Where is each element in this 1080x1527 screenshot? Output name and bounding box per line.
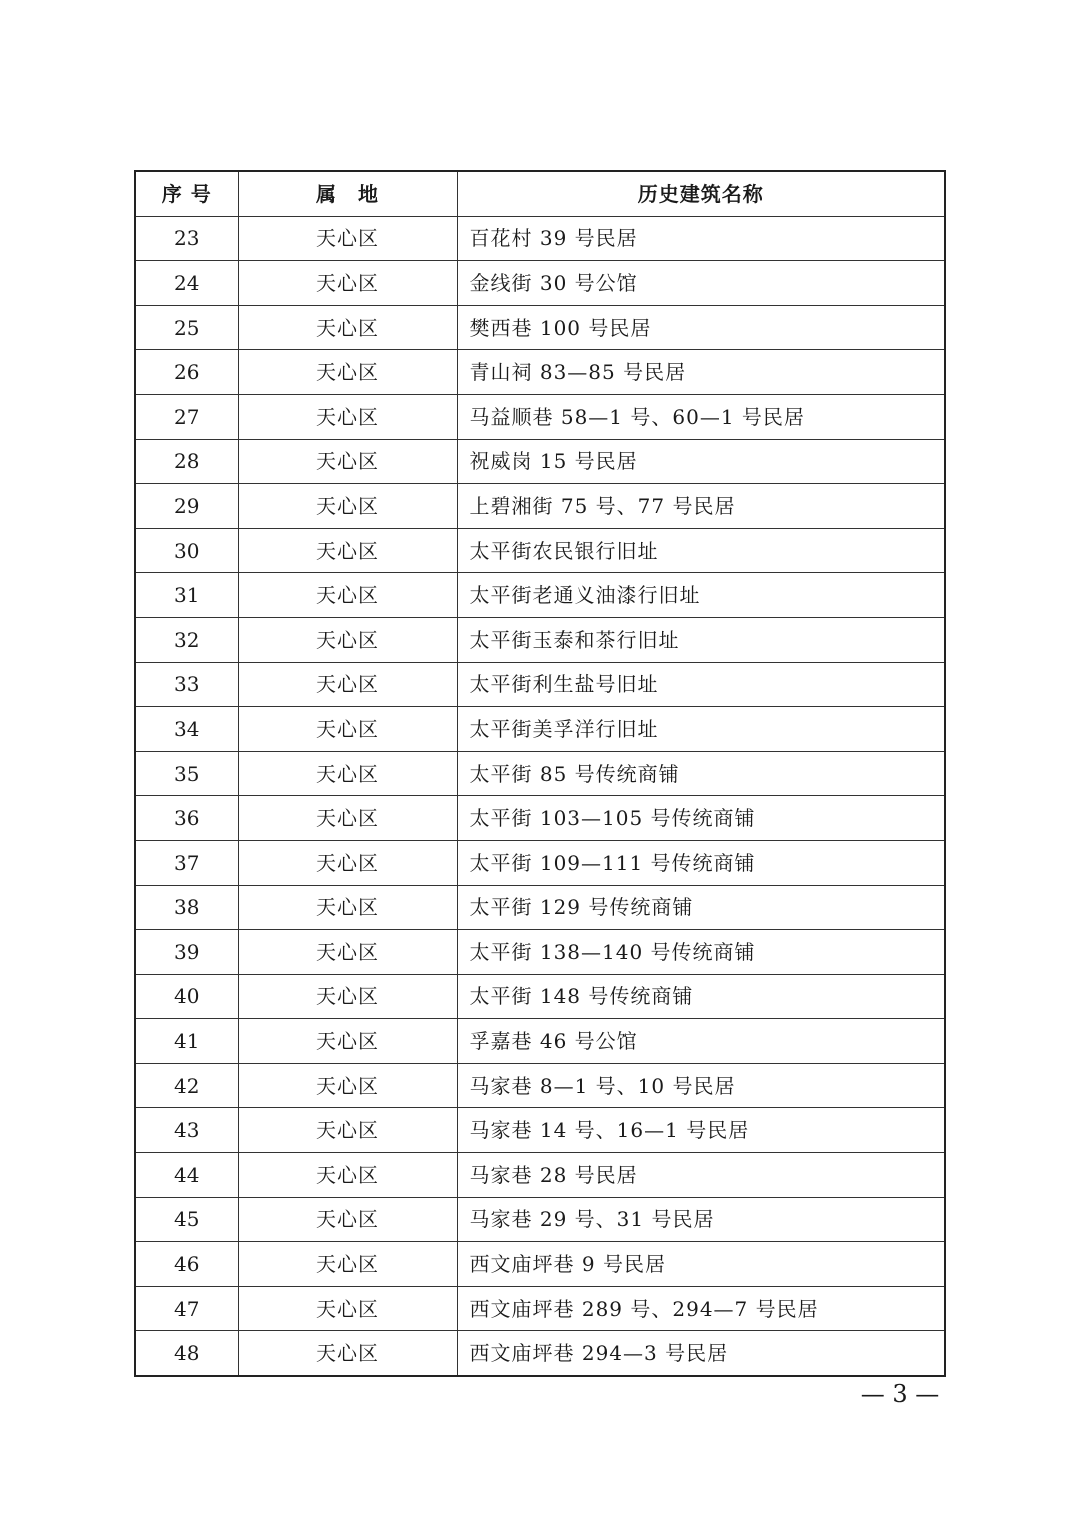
cell-serial-number: 42 xyxy=(135,1063,238,1108)
cell-district: 天心区 xyxy=(238,350,457,395)
cell-district: 天心区 xyxy=(238,261,457,306)
cell-serial-number: 32 xyxy=(135,617,238,662)
cell-district: 天心区 xyxy=(238,484,457,529)
cell-building-name: 樊西巷 100 号民居 xyxy=(457,305,945,350)
cell-building-name: 马益顺巷 58—1 号、60—1 号民居 xyxy=(457,394,945,439)
header-district: 属 地 xyxy=(238,171,457,216)
table-body xyxy=(135,216,945,1376)
cell-district: 天心区 xyxy=(238,1153,457,1198)
table-row xyxy=(135,350,945,395)
cell-district: 天心区 xyxy=(238,974,457,1019)
historic-buildings-table xyxy=(134,170,946,1377)
cell-serial-number: 35 xyxy=(135,751,238,796)
cell-building-name: 太平街农民银行旧址 xyxy=(457,528,945,573)
table-row xyxy=(135,930,945,975)
cell-serial-number: 40 xyxy=(135,974,238,1019)
table-header-row xyxy=(135,171,945,216)
table-row xyxy=(135,1197,945,1242)
cell-building-name: 太平街利生盐号旧址 xyxy=(457,662,945,707)
cell-building-name: 孚嘉巷 46 号公馆 xyxy=(457,1019,945,1064)
cell-district: 天心区 xyxy=(238,1197,457,1242)
cell-serial-number: 31 xyxy=(135,573,238,618)
cell-serial-number: 45 xyxy=(135,1197,238,1242)
cell-district: 天心区 xyxy=(238,707,457,752)
cell-building-name: 马家巷 28 号民居 xyxy=(457,1153,945,1198)
table-row xyxy=(135,1063,945,1108)
cell-building-name: 马家巷 29 号、31 号民居 xyxy=(457,1197,945,1242)
cell-serial-number: 28 xyxy=(135,439,238,484)
table-row xyxy=(135,1286,945,1331)
cell-district: 天心区 xyxy=(238,439,457,484)
cell-building-name: 太平街老通义油漆行旧址 xyxy=(457,573,945,618)
table-row xyxy=(135,439,945,484)
cell-serial-number: 33 xyxy=(135,662,238,707)
cell-building-name: 青山祠 83—85 号民居 xyxy=(457,350,945,395)
cell-serial-number: 43 xyxy=(135,1108,238,1153)
cell-building-name: 马家巷 8—1 号、10 号民居 xyxy=(457,1063,945,1108)
table-row xyxy=(135,1242,945,1287)
table-row xyxy=(135,216,945,261)
cell-district: 天心区 xyxy=(238,1331,457,1376)
cell-district: 天心区 xyxy=(238,796,457,841)
table-row xyxy=(135,796,945,841)
table-row xyxy=(135,305,945,350)
cell-building-name: 西文庙坪巷 289 号、294—7 号民居 xyxy=(457,1286,945,1331)
table-row xyxy=(135,394,945,439)
cell-district: 天心区 xyxy=(238,885,457,930)
table-row xyxy=(135,528,945,573)
cell-district: 天心区 xyxy=(238,840,457,885)
cell-building-name: 祝威岗 15 号民居 xyxy=(457,439,945,484)
cell-building-name: 太平街美孚洋行旧址 xyxy=(457,707,945,752)
cell-building-name: 太平街 85 号传统商铺 xyxy=(457,751,945,796)
cell-building-name: 太平街玉泰和茶行旧址 xyxy=(457,617,945,662)
cell-district: 天心区 xyxy=(238,1063,457,1108)
cell-district: 天心区 xyxy=(238,930,457,975)
cell-serial-number: 44 xyxy=(135,1153,238,1198)
cell-serial-number: 27 xyxy=(135,394,238,439)
cell-district: 天心区 xyxy=(238,394,457,439)
table-row xyxy=(135,573,945,618)
cell-district: 天心区 xyxy=(238,573,457,618)
cell-building-name: 太平街 148 号传统商铺 xyxy=(457,974,945,1019)
cell-district: 天心区 xyxy=(238,1242,457,1287)
cell-serial-number: 41 xyxy=(135,1019,238,1064)
cell-building-name: 马家巷 14 号、16—1 号民居 xyxy=(457,1108,945,1153)
cell-serial-number: 36 xyxy=(135,796,238,841)
table-row xyxy=(135,840,945,885)
cell-serial-number: 46 xyxy=(135,1242,238,1287)
cell-building-name: 太平街 138—140 号传统商铺 xyxy=(457,930,945,975)
cell-serial-number: 34 xyxy=(135,707,238,752)
table-row xyxy=(135,662,945,707)
cell-serial-number: 26 xyxy=(135,350,238,395)
cell-district: 天心区 xyxy=(238,1108,457,1153)
cell-serial-number: 30 xyxy=(135,528,238,573)
cell-building-name: 金线街 30 号公馆 xyxy=(457,261,945,306)
table-row xyxy=(135,1331,945,1376)
cell-serial-number: 47 xyxy=(135,1286,238,1331)
cell-serial-number: 25 xyxy=(135,305,238,350)
cell-serial-number: 38 xyxy=(135,885,238,930)
table-row xyxy=(135,1108,945,1153)
cell-district: 天心区 xyxy=(238,305,457,350)
cell-building-name: 太平街 109—111 号传统商铺 xyxy=(457,840,945,885)
cell-district: 天心区 xyxy=(238,1019,457,1064)
cell-building-name: 百花村 39 号民居 xyxy=(457,216,945,261)
cell-serial-number: 23 xyxy=(135,216,238,261)
table-row xyxy=(135,885,945,930)
table-row xyxy=(135,751,945,796)
cell-serial-number: 39 xyxy=(135,930,238,975)
cell-district: 天心区 xyxy=(238,751,457,796)
table-row xyxy=(135,1019,945,1064)
table-row xyxy=(135,1153,945,1198)
header-building-name: 历史建筑名称 xyxy=(457,171,945,216)
cell-serial-number: 48 xyxy=(135,1331,238,1376)
header-serial-number: 序 号 xyxy=(135,171,238,216)
cell-district: 天心区 xyxy=(238,528,457,573)
cell-building-name: 太平街 103—105 号传统商铺 xyxy=(457,796,945,841)
table-row xyxy=(135,617,945,662)
cell-district: 天心区 xyxy=(238,617,457,662)
page-number: — 3 — xyxy=(860,1380,940,1408)
cell-building-name: 西文庙坪巷 294—3 号民居 xyxy=(457,1331,945,1376)
cell-serial-number: 24 xyxy=(135,261,238,306)
cell-building-name: 上碧湘街 75 号、77 号民居 xyxy=(457,484,945,529)
table-row xyxy=(135,974,945,1019)
cell-district: 天心区 xyxy=(238,216,457,261)
table-row xyxy=(135,707,945,752)
cell-serial-number: 29 xyxy=(135,484,238,529)
table-row xyxy=(135,261,945,306)
cell-serial-number: 37 xyxy=(135,840,238,885)
cell-building-name: 太平街 129 号传统商铺 xyxy=(457,885,945,930)
table-row xyxy=(135,484,945,529)
cell-district: 天心区 xyxy=(238,662,457,707)
cell-district: 天心区 xyxy=(238,1286,457,1331)
cell-building-name: 西文庙坪巷 9 号民居 xyxy=(457,1242,945,1287)
